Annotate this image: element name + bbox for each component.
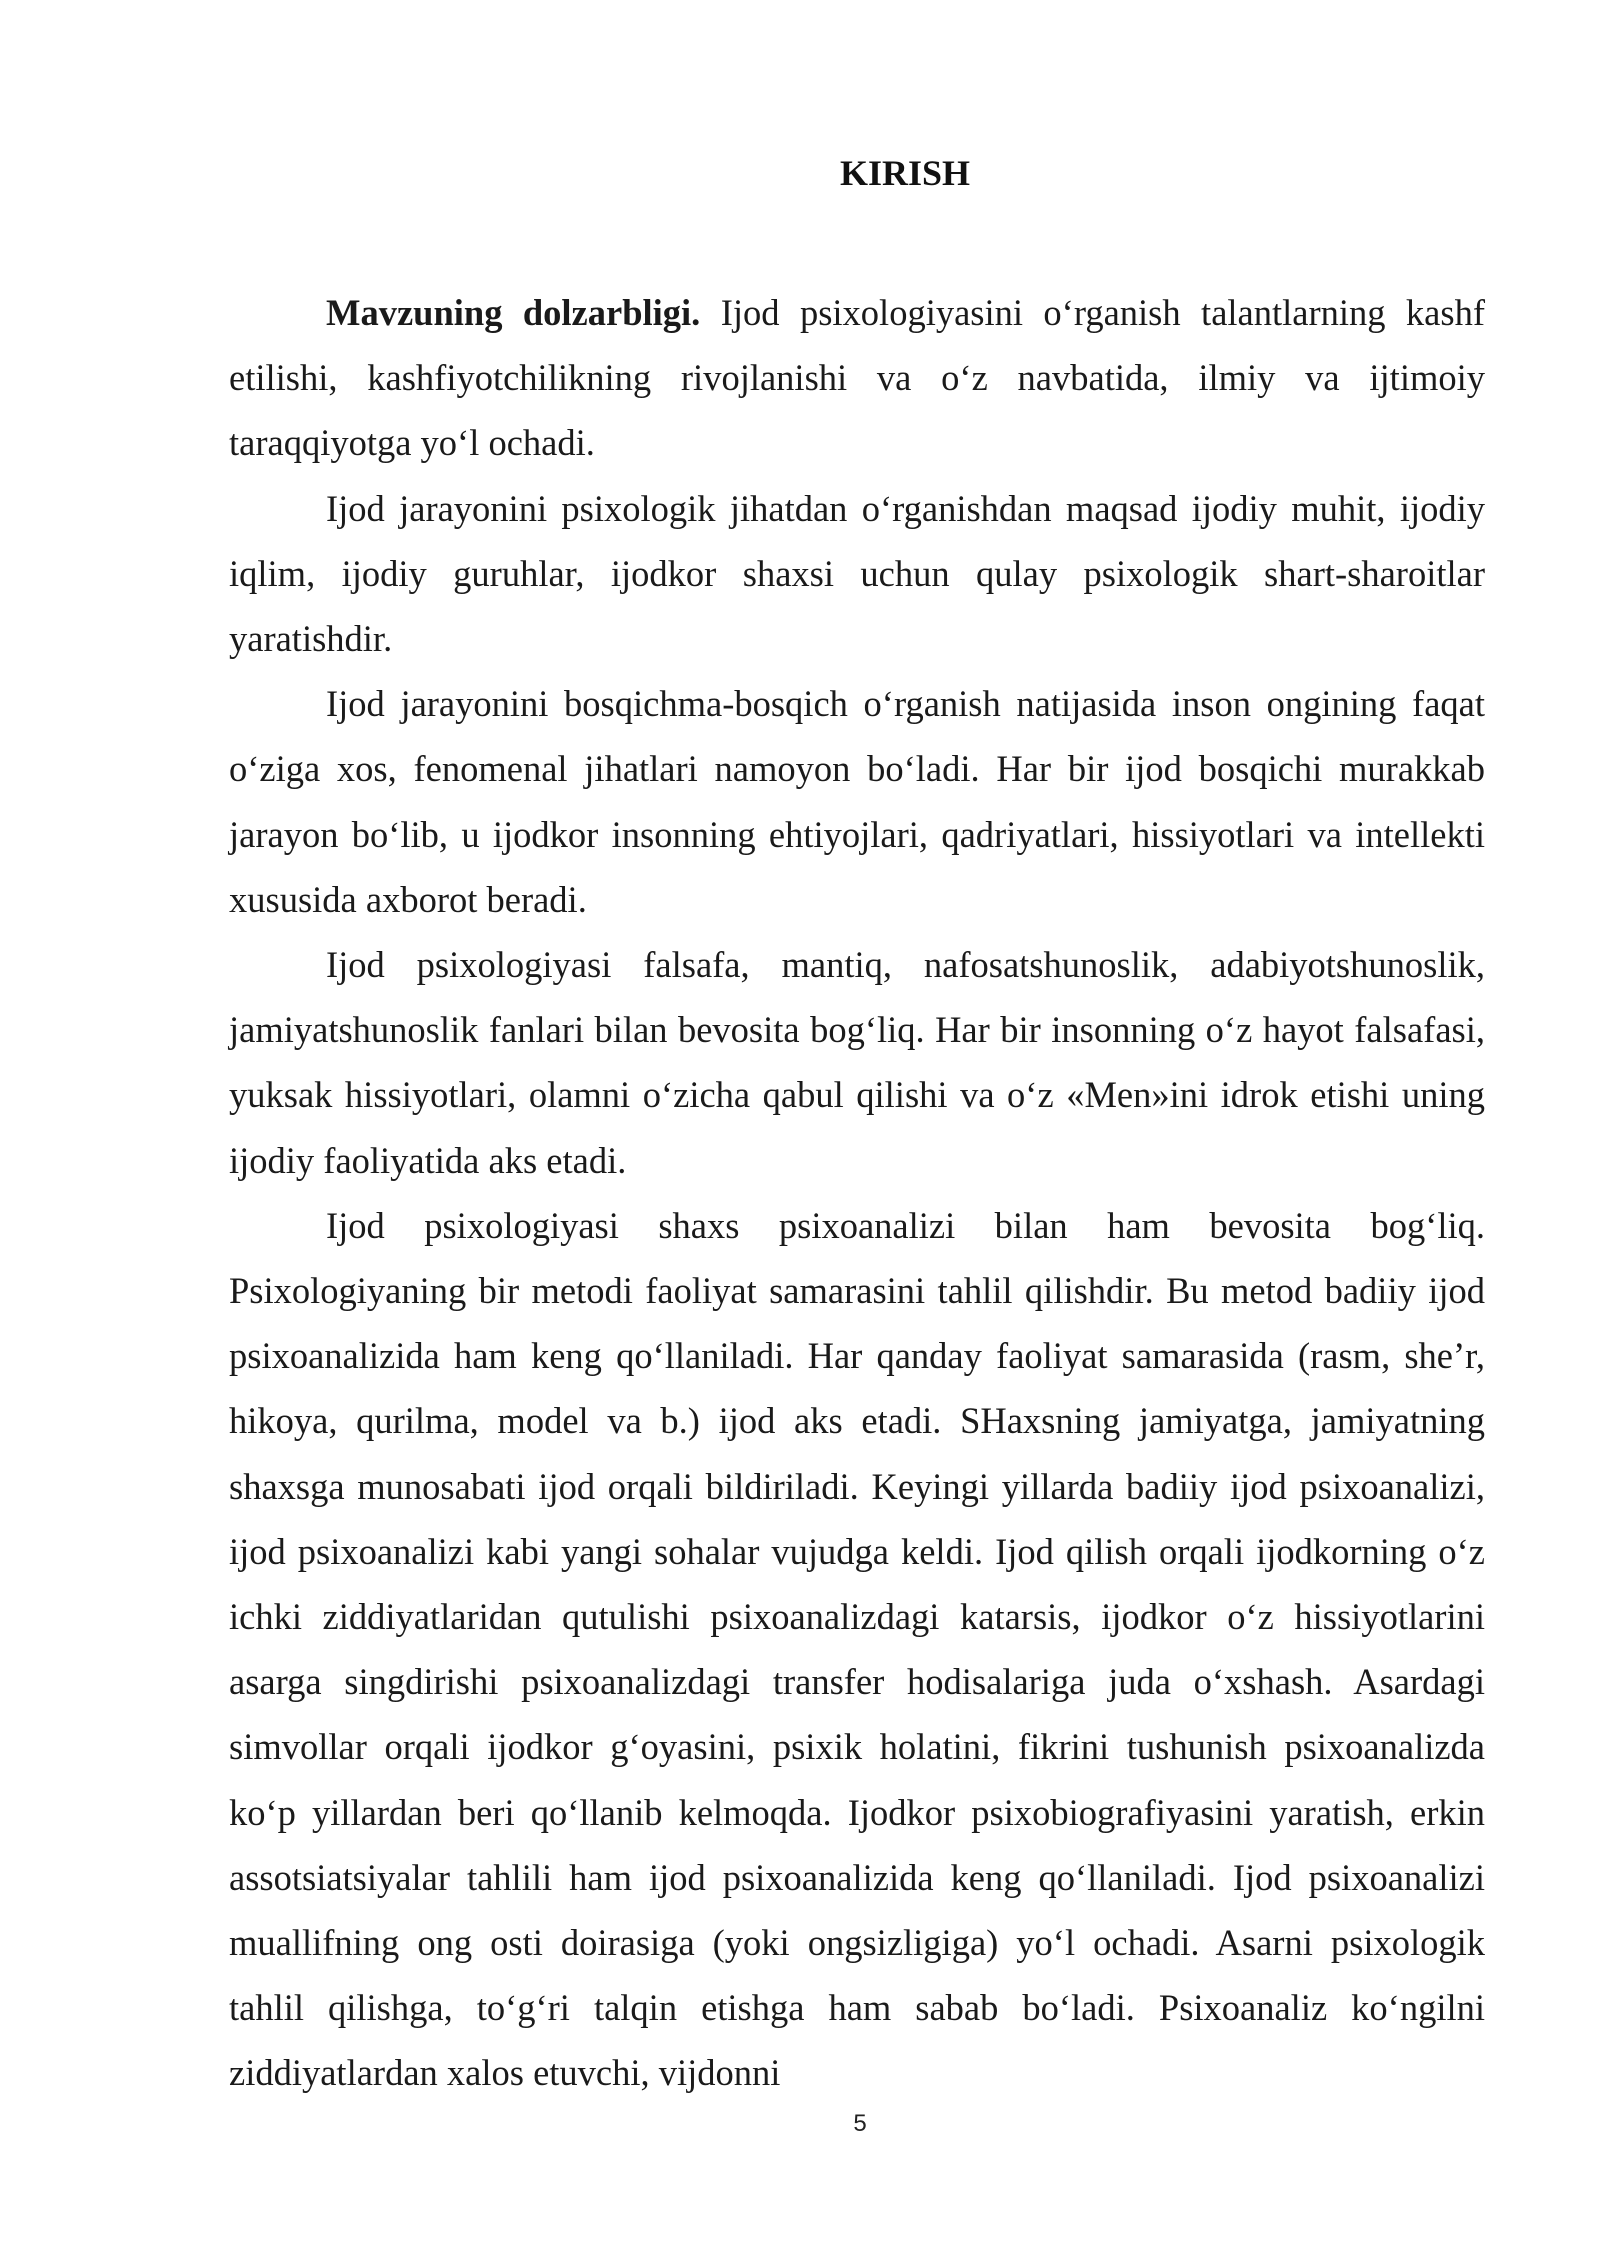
paragraph bbox=[229, 932, 1485, 1193]
paragraph bbox=[229, 1193, 1485, 2106]
paragraph bbox=[229, 476, 1485, 672]
paragraph-lead: Mavzuning dolzarbligi. bbox=[326, 292, 701, 333]
paragraph-text: Ijod psixologiyasi shaxs psixoanalizi bilan ham bevosita bog‘liq. Psixologiyaning bir metodi faoliyat samarasini tahlil qilishdir. Bu metod badiiy ijod psixoanalizida ham keng qo‘llaniladi. Har qanday faoliyat samarasida (rasm, she’r, hikoya, qurilma, model va b.) ijod aks etadi. SHaxsning jamiyatga, jamiyatning shaxsga munosabati ijod orqali bildiriladi. Keyingi yillarda badiiy ijod psixoanalizi, ijod psixoanalizi kabi yangi sohalar vujudga keldi. Ijod qilish orqali ijodkorning o‘z ichki ziddiyatlaridan qutulishi psixoanalizdagi katarsis, ijodkor o‘z hissiyotlarini asarga singdirishi psixoanalizdagi transfer hodisalariga juda o‘xshash. Asardagi simvollar orqali ijodkor g‘oyasini, psixik holatini, fikrini tushunish psixoanalizda ko‘p yillardan beri qo‘llanib kelmoqda. Ijodkor psixobiografiyasini yaratish, erkin assotsiatsiyalar tahlili ham ijod psixoanalizida keng qo‘llaniladi. Ijod psixoanalizi muallifning ong osti doirasiga (yoki ongsizligiga) yo‘l ochadi. Asarni psixologik tahlil qilishga, to‘g‘ri talqin etishga ham sabab bo‘ladi. Psixoanaliz ko‘ngilni ziddiyatlardan xalos etuvchi, vijdonni bbox=[229, 1204, 1485, 2094]
paragraph-text: Ijod jarayonini bosqichma-bosqich o‘rganish natijasida inson ongining faqat o‘ziga xos, fenomenal jihatlari namoyon bo‘ladi. Har bir ijod bosqichi murakkab jarayon bo‘lib, u ijodkor insonning ehtiyojlari, qadriyatlari, hissiyotlari va intellekti xususida axborot beradi. bbox=[229, 683, 1485, 920]
body-text bbox=[229, 280, 1485, 2106]
page-title: KIRISH bbox=[839, 153, 971, 193]
paragraph-text: Ijod psixologiyasi falsafa, mantiq, nafosatshunoslik, adabiyotshunoslik, jamiyatshunoslik fanlari bilan bevosita bog‘liq. Har bir insonning o‘z hayot falsafasi, yuksak hissiyotlari, olamni o‘zicha qabul qilishi va o‘z «Men»ini idrok etishi uning ijodiy faoliyatida aks etadi. bbox=[229, 944, 1485, 1181]
paragraph bbox=[229, 671, 1485, 932]
page-number: 5 bbox=[853, 2110, 867, 2137]
paragraph-text: Ijod psixologiyasini o‘rganish talantlarning kashf etilishi, kashfiyotchilikning rivojlanishi va o‘z navbatida, ilmiy va ijtimoiy taraqqiyotga yo‘l ochadi. bbox=[229, 292, 1485, 464]
paragraph-text: Ijod jarayonini psixologik jihatdan o‘rganishdan maqsad ijodiy muhit, ijodiy iqlim, ijodiy guruhlar, ijodkor shaxsi uchun qulay psixologik shart-sharoitlar yaratishdir. bbox=[229, 487, 1485, 660]
paragraph bbox=[229, 280, 1485, 476]
